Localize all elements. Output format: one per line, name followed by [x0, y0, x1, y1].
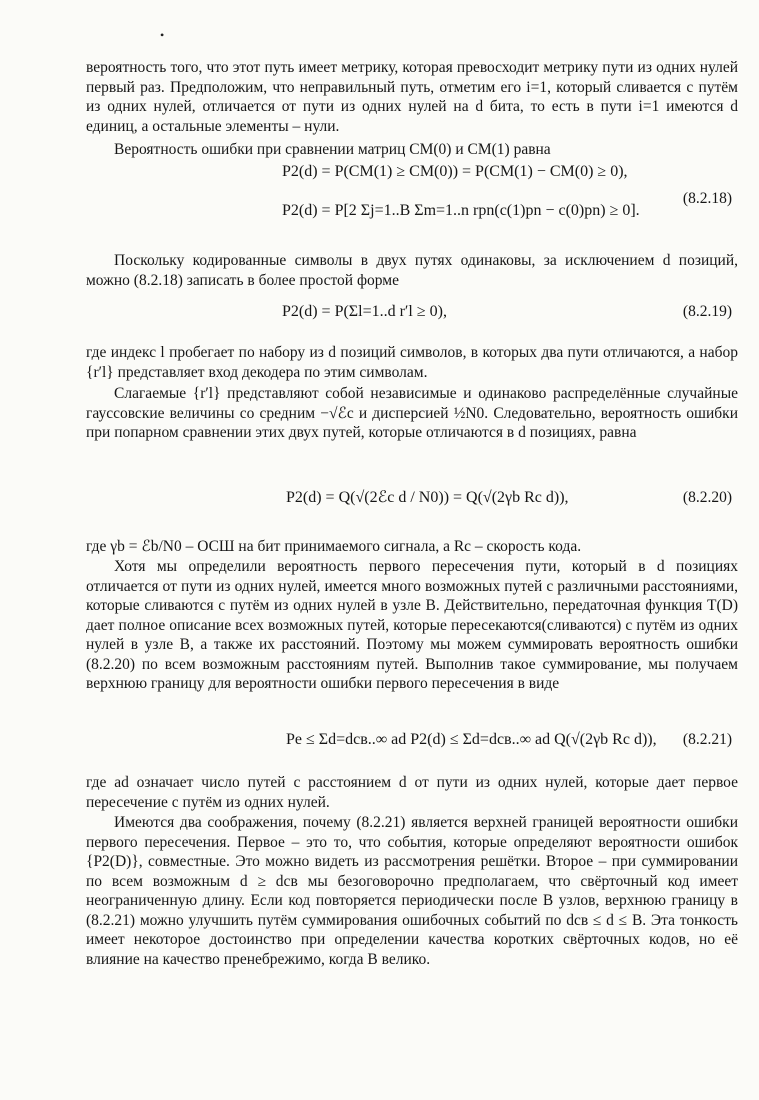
equation-text: P2(d) = P(CM(1) ≥ CM(0)) = P(CM(1) − CM(0) ≥ 0), [282, 163, 628, 180]
paragraph-9: Имеются два соображения, почему (8.2.21) является верхней границей вероятности ошибки первого пересечения. Первое – это то, что события, которые определяют вероятности ошибок {P2(D)}, совместные. Это можно видеть из рассмотрения решётки. Второе – при суммировании по всем возможным d ≥ dсв мы безоговорочно предполагаем, что свёрточный код имеет неограниченную длину. Если код повторяется периодически после B узлов, верхнюю границу в (8.2.21) можно улучшить путём суммирования ошибочных событий по dсв ≤ d ≤ B. Эта тонкость имеет некоторое достоинство при определении качества коротких свёрточных кодов, но её влияние на качество пренебрежимо, когда B велико. [86, 814, 738, 968]
paragraph-4: где индекс l пробегает по набору из d позиций символов, в которых два пути отличаются, а набор {r′l} представляет вход декодера по этим символам. [86, 344, 738, 381]
scan-mark: • [160, 28, 165, 42]
equation-text: P2(d) = Q(√(2ℰc d / N0)) = Q(√(2γb Rc d)), [286, 489, 569, 506]
equation-number: (8.2.20) [682, 489, 732, 506]
paragraph-8: где ad означает число путей с расстоянием d от пути из одних нулей, которые дает первое пересечение с путём из одних нулей. [86, 774, 738, 811]
equation-text: P2(d) = P[2 Σj=1..B Σm=1..n rpn(c(1)pn − c(0)pn) ≥ 0]. [282, 202, 640, 219]
paragraph-5: Слагаемые {r′l} представляют собой независимые и одинаково распределённые случайные гауссовские величины со средним −√ℰc и дисперсией ½N0. Следовательно, вероятность ошибки при попарном сравнении этих двух путей, которые отличаются в d позициях, равна [86, 385, 738, 441]
equation-8-2-18b [86, 190, 738, 223]
paragraph-3: Поскольку кодированные символы в двух путях одинаковы, за исключением d позиций, можно (8.2.18) записать в более простой форме [86, 252, 738, 289]
equation-text: Pe ≤ Σd=dсв..∞ ad P2(d) ≤ Σd=dсв..∞ ad Q(√(2γb Rc d)), [286, 731, 657, 748]
paragraph-6: где γb = ℰb/N0 – ОСШ на бит принимаемого сигнала, а Rc – скорость кода. [86, 538, 582, 555]
equation-8-2-19 [86, 302, 738, 332]
equation-8-2-18a [86, 162, 738, 192]
equation-number: (8.2.18) [682, 190, 732, 207]
paragraph-2: Вероятность ошибки при сравнении матриц CM(0) и CM(1) равна [114, 141, 551, 158]
equation-8-2-20 [86, 488, 738, 518]
paragraph-1: вероятность того, что этот путь имеет метрику, которая превосходит метрику пути из одних нулей первый раз. Предположим, что неправильный путь, отметим его i=1, который сливается с путём из одних нулей, отличается от пути из одних нулей на d бита, то есть в пути i=1 имеются d единиц, а остальные элементы – нули. [86, 59, 738, 135]
equation-number: (8.2.21) [682, 731, 732, 748]
equation-8-2-21 [86, 730, 738, 760]
equation-number: (8.2.19) [682, 303, 732, 320]
paragraph-7: Хотя мы определили вероятность первого пересечения пути, который в d позициях отличается от пути из одних нулей, имеется много возможных путей с различными расстояниями, которые сливаются с путём из одних нулей в узле B. Действительно, передаточная функция T(D) дает полное описание всех возможных путей, которые пересекаются(сливаются) с путём из одних нулей в узле B, а также их расстояний. Поэтому мы можем суммировать вероятность ошибки (8.2.20) по всем возможным расстояниям путей. Выполнив такое суммирование, мы получаем верхнюю границу для вероятности ошибки первого пересечения в виде [86, 558, 738, 692]
equation-text: P2(d) = P(Σl=1..d r′l ≥ 0), [282, 303, 447, 320]
